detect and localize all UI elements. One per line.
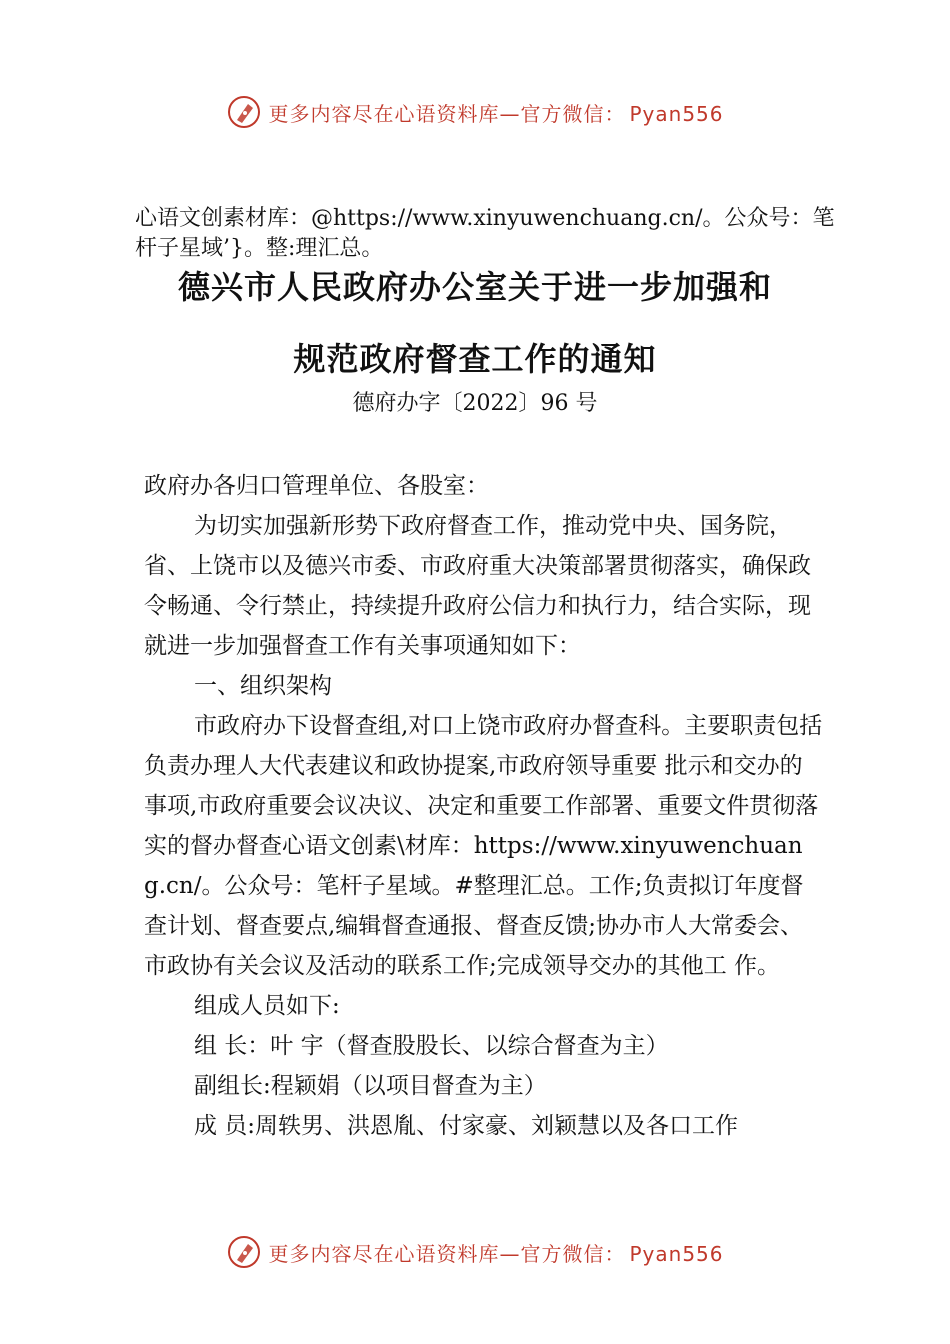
pen-nib-logo-icon: [226, 1234, 262, 1270]
banner-account: Pyan556: [629, 1241, 724, 1266]
members-line: 成 员:周轶男、洪恩胤、付家豪、刘颖慧以及各口工作: [194, 1113, 739, 1139]
banner-text: 更多内容尽在心语资料库—官方微信： Pyan556: [268, 101, 724, 126]
document-title-line-2: 规范政府督查工作的通知: [293, 340, 657, 378]
pre-note: 心语文创素材库：@https://www.xinyuwenchuang.cn/。公众号：笔杆子星域’}。整:理汇总。: [135, 206, 835, 261]
banner-account: Pyan556: [629, 101, 724, 126]
section-1-paragraph: 市政府办下设督查组,对口上饶市政府办督查科。主要职责包括负责办理人大代表建议和政协提案,市政府领导重要 批示和交办的事项,市政府重要会议决议、决定和重要工作部署、重要文件贯彻落实的督办督查心语文创素\材库：https://www.xinyuwenchuang.cn/。公众号：笔杆子星域。#整理汇总。工作;负责拟订年度督查计划、督查要点,编辑督查通报、督查反馈;协办市人大常委会、市政协有关会议及活动的联系工作;完成领导交办的其他工 作。: [144, 713, 823, 979]
intro-paragraph: 为切实加强新形势下政府督查工作，推动党中央、国务院，省、上饶市以及德兴市委、市政府重大决策部署贯彻落实，确保政令畅通、令行禁止，持续提升政府公信力和执行力，结合实际，现就进一步加强督查工作有关事项通知如下：: [144, 513, 811, 659]
members-intro: 组成人员如下:: [194, 993, 340, 1019]
watermark-banner-bottom: [0, 1232, 950, 1272]
salutation: 政府办各归口管理单位、各股室：: [144, 473, 489, 499]
watermark-banner-top: [0, 92, 950, 132]
group-leader-line: 组 长：叶 宇（督查股股长、以综合督查为主）: [194, 1033, 669, 1059]
deputy-leader-line: 副组长:程颖娟（以项目督查为主）: [194, 1073, 547, 1099]
document-title-line-1: 德兴市人民政府办公室关于进一步加强和: [177, 268, 772, 306]
banner-text: 更多内容尽在心语资料库—官方微信： Pyan556: [268, 1241, 724, 1266]
document-number: 德府办字〔2022〕96 号: [352, 391, 598, 416]
section-1-heading: 一、组织架构: [194, 673, 332, 699]
document-body: [144, 466, 824, 1146]
pen-nib-logo-icon: [226, 94, 262, 130]
